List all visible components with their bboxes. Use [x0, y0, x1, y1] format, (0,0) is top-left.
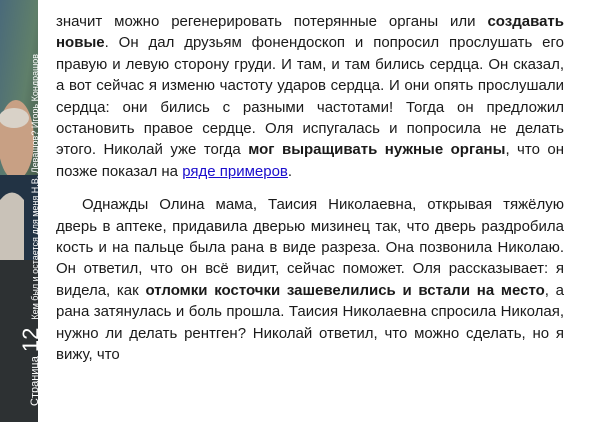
examples-link[interactable]: ряде примеров: [182, 162, 288, 180]
bold-text: создавать новые: [56, 13, 564, 52]
text-run: .: [287, 162, 293, 180]
text-run: . Он дал друзьям фонендоскоп и попросил прослушать его правую и левую сторону груди. И там, и там бились сердца. Он сказал, а вот сейчас я изменю частоту ударов сердца. И они опять прослушали сердца: они бились с разными частотами! Тогда он предложил остановить правое сердце. Оля испугалась и попросила не делать этого. Николай уже тогда: [56, 34, 564, 159]
page-number: 12: [18, 327, 43, 353]
text-run: Однажды Олина мама, Таисия Николаевна, открывая тяжёлую дверь в аптеке, придавила дверью мизинец так, что дверь раздробила кость и на пальце была рана в виде разреза. Она позвонила Николаю. Он ответил, что он всё видит, сейчас поможет. Оля рассказывает: я видела, как: [56, 196, 564, 299]
bold-text: мог выращивать нужные органы: [248, 141, 506, 159]
bold-text: отломки косточки зашевелились и встали на место: [145, 281, 545, 299]
running-header: [20, 54, 42, 406]
sidebar: [0, 0, 43, 422]
text-run: значит можно регенерировать потерянные органы или: [56, 13, 488, 30]
text-run: , а рана затянулась и боль прошла. Таисия Николаевна спросила Николая, нужно ли делать рентген? Николай ответил, что можно сделать, но я вижу, что: [56, 281, 565, 364]
paragraph: [56, 194, 564, 365]
page-label: Страница: [29, 356, 41, 406]
running-title: Кем был и остается для меня Н.В. Левашов? Игорь Кондрашов: [30, 53, 40, 320]
paragraph: [56, 11, 564, 182]
text-run: , что он позже показал на: [56, 141, 564, 180]
article-body: [56, 11, 564, 366]
